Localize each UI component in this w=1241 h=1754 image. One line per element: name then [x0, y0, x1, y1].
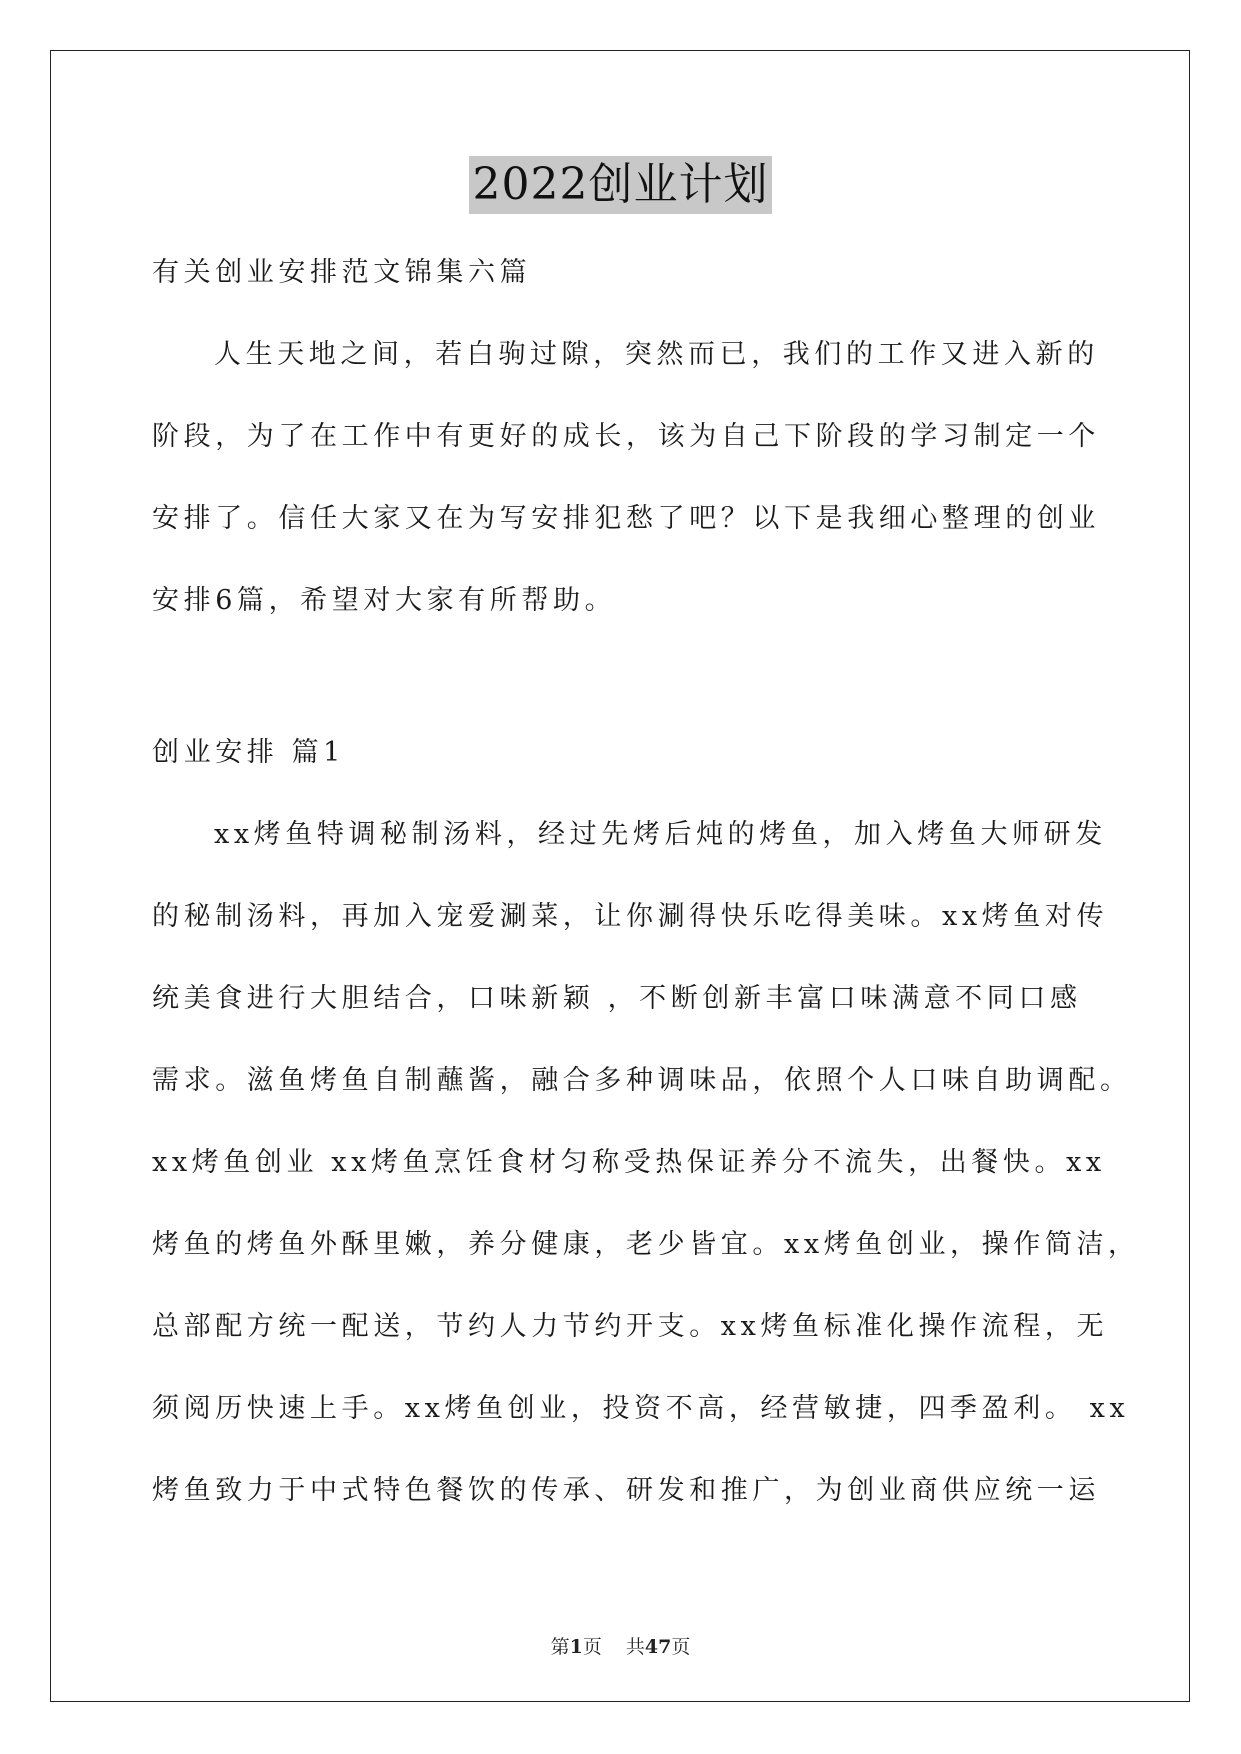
intro-line-3: 安排了。信任大家又在为写安排犯愁了吧？以下是我细心整理的创业 — [152, 503, 1100, 534]
intro-line-1: 人生天地之间，若白驹过隙，突然而已，我们的工作又进入新的 — [214, 339, 1099, 370]
title-container — [0, 156, 1241, 214]
total-suffix: 页 — [671, 1636, 691, 1658]
intro-line-2: 阶段，为了在工作中有更好的成长，该为自己下阶段的学习制定一个 — [152, 421, 1100, 452]
document-subtitle: 有关创业安排范文锦集六篇 — [152, 257, 532, 288]
section-line-4: 需求。滋鱼烤鱼自制蘸酱，融合多种调味品，依照个人口味自助调配。 — [152, 1065, 1132, 1096]
section-line-1: xx烤鱼特调秘制汤料，经过先烤后炖的烤鱼，加入烤鱼大师研发 — [214, 819, 1107, 850]
section-heading: 创业安排 篇1 — [152, 737, 345, 768]
page-total: 47 — [644, 1636, 672, 1658]
page-current: 1 — [569, 1636, 583, 1658]
page-suffix: 页 — [582, 1636, 602, 1658]
section-line-5: xx烤鱼创业 xx烤鱼烹饪食材匀称受热保证养分不流失，出餐快。xx — [152, 1147, 1106, 1178]
section-line-3: 统美食进行大胆结合，口味新颖 ，不断创新丰富口味满意不同口感 — [152, 983, 1082, 1014]
document-title: 2022创业计划 — [469, 156, 773, 214]
section-line-6: 烤鱼的烤鱼外酥里嫩，养分健康，老少皆宜。xx烤鱼创业，操作简洁， — [152, 1229, 1140, 1260]
intro-line-4: 安排6篇，希望对大家有所帮助。 — [152, 585, 617, 616]
document-body — [152, 232, 1140, 1532]
page-prefix: 第 — [550, 1636, 570, 1658]
paragraph-gap — [152, 642, 1092, 712]
section-line-2: 的秘制汤料，再加入宠爱涮菜，让你涮得快乐吃得美味。xx烤鱼对传 — [152, 901, 1109, 932]
section-line-9: 烤鱼致力于中式特色餐饮的传承、研发和推广，为创业商供应统一运 — [152, 1475, 1100, 1506]
section-line-8: 须阅历快速上手。xx烤鱼创业，投资不高，经营敏捷，四季盈利。 xx — [152, 1393, 1130, 1424]
section-line-7: 总部配方统一配送，节约人力节约开支。xx烤鱼标准化操作流程，无 — [152, 1311, 1109, 1342]
page-footer — [0, 1632, 1241, 1659]
total-prefix: 共 — [625, 1636, 645, 1658]
